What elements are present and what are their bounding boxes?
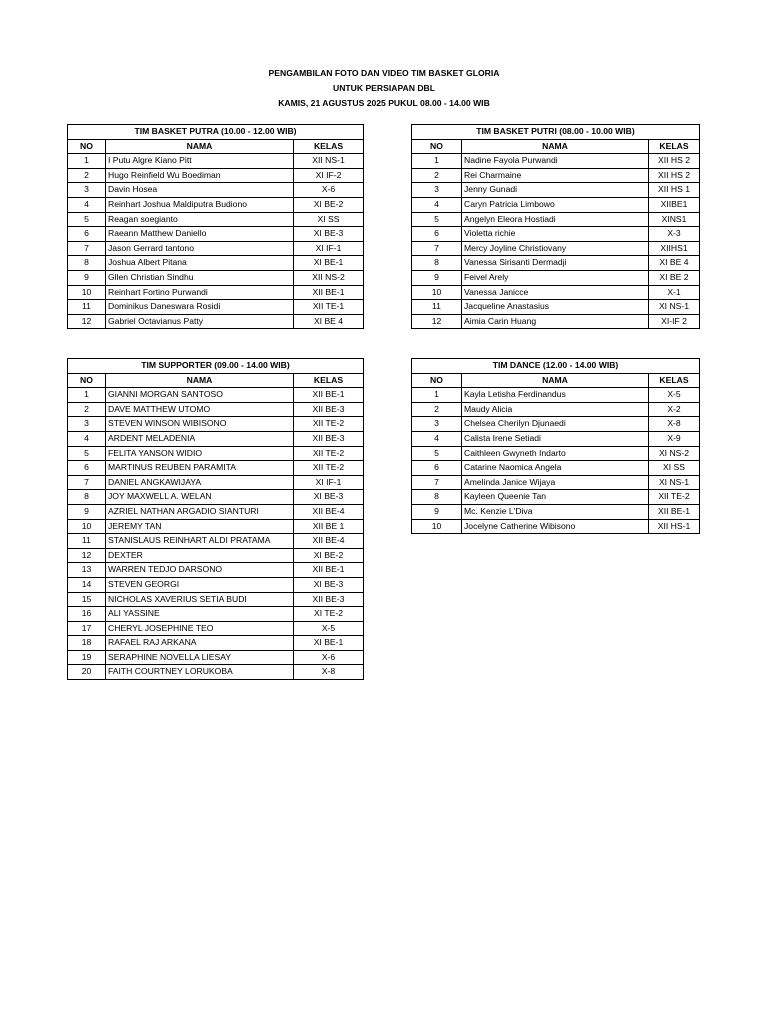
- cell-nama: I Putu Algre Kiano Pitt: [106, 154, 294, 169]
- cell-no: 1: [68, 154, 106, 169]
- table-row: [68, 314, 364, 329]
- cell-no: 11: [68, 534, 106, 549]
- cell-nama: Amelinda Janice Wijaya: [462, 475, 649, 490]
- cell-no: 1: [412, 388, 462, 403]
- table-row: [412, 227, 700, 242]
- table-row: [68, 388, 364, 403]
- cell-no: 10: [412, 519, 462, 534]
- cell-no: 6: [68, 227, 106, 242]
- cell-kelas: XI BE-3: [294, 577, 364, 592]
- cell-no: 3: [412, 417, 462, 432]
- cell-nama: Mc. Kenzie L'Diva: [462, 504, 649, 519]
- cell-kelas: XII BE-3: [294, 431, 364, 446]
- table-row: [412, 504, 700, 519]
- cell-kelas: X-5: [649, 388, 700, 403]
- table-row: [68, 636, 364, 651]
- cell-no: 10: [412, 285, 462, 300]
- cell-nama: GIANNI MORGAN SANTOSO: [106, 388, 294, 403]
- cell-nama: Nadine Fayola Purwandi: [462, 154, 649, 169]
- cell-nama: Reinhart Fortino Purwandi: [106, 285, 294, 300]
- table-row: [68, 256, 364, 271]
- cell-nama: Raeann Matthew Daniello: [106, 227, 294, 242]
- cell-no: 7: [68, 475, 106, 490]
- cell-no: 10: [68, 519, 106, 534]
- cell-kelas: XII HS 2: [649, 154, 700, 169]
- cell-no: 7: [412, 241, 462, 256]
- cell-kelas: XIIBE1: [649, 197, 700, 212]
- table-row: [412, 256, 700, 271]
- cell-kelas: XII BE-3: [294, 592, 364, 607]
- cell-kelas: XII BE-1: [294, 388, 364, 403]
- column-header-nama: NAMA: [462, 373, 649, 388]
- cell-no: 4: [412, 431, 462, 446]
- cell-nama: AZRIEL NATHAN ARGADIO SIANTURI: [106, 504, 294, 519]
- cell-kelas: X-1: [649, 285, 700, 300]
- cell-no: 20: [68, 665, 106, 680]
- cell-no: 1: [68, 388, 106, 403]
- cell-nama: Kayla Letisha Ferdinandus: [462, 388, 649, 403]
- cell-no: 2: [68, 402, 106, 417]
- table-row: [412, 285, 700, 300]
- table-row: [68, 285, 364, 300]
- cell-no: 2: [412, 402, 462, 417]
- cell-kelas: X-5: [294, 621, 364, 636]
- cell-kelas: XII TE-2: [649, 490, 700, 505]
- cell-no: 9: [412, 504, 462, 519]
- cell-nama: STEVEN GEORGI: [106, 577, 294, 592]
- table-dance: [411, 358, 700, 534]
- cell-no: 8: [68, 256, 106, 271]
- cell-kelas: XI SS: [649, 461, 700, 476]
- cell-no: 2: [68, 168, 106, 183]
- cell-no: 9: [68, 504, 106, 519]
- cell-kelas: XII BE-1: [294, 563, 364, 578]
- cell-kelas: XII BE-4: [294, 504, 364, 519]
- cell-kelas: XI BE 4: [294, 314, 364, 329]
- cell-nama: FAITH COURTNEY LORUKOBA: [106, 665, 294, 680]
- cell-no: 8: [68, 490, 106, 505]
- cell-kelas: X-6: [294, 183, 364, 198]
- table-row: [412, 388, 700, 403]
- cell-no: 4: [412, 197, 462, 212]
- table-row: [68, 592, 364, 607]
- cell-no: 4: [68, 197, 106, 212]
- cell-kelas: XI BE-2: [294, 548, 364, 563]
- table-row: [68, 665, 364, 680]
- table-title: TIM BASKET PUTRA (10.00 - 12.00 WIB): [68, 125, 364, 140]
- cell-no: 10: [68, 285, 106, 300]
- table-row: [68, 490, 364, 505]
- heading-line-3: KAMIS, 21 AGUSTUS 2025 PUKUL 08.00 - 14.00 WIB: [278, 98, 490, 108]
- table-supporter: [67, 358, 364, 680]
- cell-nama: Jocelyne Catherine Wibisono: [462, 519, 649, 534]
- table-row: [68, 650, 364, 665]
- column-header-kelas: KELAS: [294, 139, 364, 154]
- cell-nama: CHERYL JOSEPHINE TEO: [106, 621, 294, 636]
- cell-no: 12: [68, 548, 106, 563]
- cell-kelas: X-3: [649, 227, 700, 242]
- cell-no: 9: [412, 270, 462, 285]
- table-row: [412, 402, 700, 417]
- cell-kelas: XI-IF 2: [649, 314, 700, 329]
- table-row: [412, 197, 700, 212]
- cell-kelas: XII TE-2: [294, 461, 364, 476]
- table-row: [68, 504, 364, 519]
- table-row: [68, 519, 364, 534]
- cell-no: 4: [68, 431, 106, 446]
- cell-nama: Vanessa Sirisanti Dermadji: [462, 256, 649, 271]
- table-row: [412, 154, 700, 169]
- cell-no: 11: [68, 300, 106, 315]
- cell-nama: Caryn Patricia Limbowo: [462, 197, 649, 212]
- cell-kelas: XI TE-2: [294, 607, 364, 622]
- table-row: [412, 461, 700, 476]
- cell-kelas: X-8: [649, 417, 700, 432]
- cell-kelas: XI BE-3: [294, 227, 364, 242]
- table-row: [412, 241, 700, 256]
- cell-no: 1: [412, 154, 462, 169]
- cell-kelas: XIIHS1: [649, 241, 700, 256]
- cell-kelas: XI BE-1: [294, 636, 364, 651]
- column-header-kelas: KELAS: [294, 373, 364, 388]
- cell-nama: JOY MAXWELL A. WELAN: [106, 490, 294, 505]
- cell-no: 3: [68, 417, 106, 432]
- cell-no: 12: [68, 314, 106, 329]
- column-header-nama: NAMA: [106, 139, 294, 154]
- table-row: [68, 461, 364, 476]
- cell-nama: Chelsea Cherilyn Djunaedi: [462, 417, 649, 432]
- cell-no: 16: [68, 607, 106, 622]
- cell-kelas: XII HS-1: [649, 519, 700, 534]
- table-basket-putra: [67, 124, 364, 329]
- cell-nama: Calista Irene Setiadi: [462, 431, 649, 446]
- cell-no: 14: [68, 577, 106, 592]
- cell-nama: Aimia Carin Huang: [462, 314, 649, 329]
- cell-no: 3: [412, 183, 462, 198]
- cell-nama: Rei Charmaine: [462, 168, 649, 183]
- cell-nama: Joshua Albert Pitana: [106, 256, 294, 271]
- cell-no: 6: [412, 461, 462, 476]
- cell-nama: Jason Gerrard tantono: [106, 241, 294, 256]
- table-row: [68, 621, 364, 636]
- cell-kelas: XII BE 1: [294, 519, 364, 534]
- cell-no: 7: [412, 475, 462, 490]
- cell-no: 19: [68, 650, 106, 665]
- cell-no: 3: [68, 183, 106, 198]
- cell-kelas: XI BE 4: [649, 256, 700, 271]
- cell-kelas: XII TE-1: [294, 300, 364, 315]
- cell-kelas: XI SS: [294, 212, 364, 227]
- cell-nama: FELITA YANSON WIDIO: [106, 446, 294, 461]
- table-row: [68, 402, 364, 417]
- table-row: [68, 475, 364, 490]
- cell-kelas: XII BE-1: [649, 504, 700, 519]
- cell-nama: RAFAEL RAJ ARKANA: [106, 636, 294, 651]
- table-row: [412, 490, 700, 505]
- cell-no: 12: [412, 314, 462, 329]
- cell-nama: Davin Hosea: [106, 183, 294, 198]
- table-row: [68, 227, 364, 242]
- table-row: [412, 431, 700, 446]
- cell-no: 18: [68, 636, 106, 651]
- column-header-kelas: KELAS: [649, 373, 700, 388]
- table-row: [68, 241, 364, 256]
- cell-nama: Kayleen Queenie Tan: [462, 490, 649, 505]
- table-row: [68, 431, 364, 446]
- cell-nama: ARDENT MELADENIA: [106, 431, 294, 446]
- cell-nama: WARREN TEDJO DARSONO: [106, 563, 294, 578]
- cell-nama: DANIEL ANGKAWIJAYA: [106, 475, 294, 490]
- column-header-no: NO: [68, 139, 106, 154]
- cell-no: 5: [412, 446, 462, 461]
- table-title: TIM DANCE (12.00 - 14.00 WIB): [412, 359, 700, 374]
- table-row: [412, 475, 700, 490]
- cell-no: 17: [68, 621, 106, 636]
- document-heading: [0, 66, 768, 111]
- cell-nama: Reagan soegianto: [106, 212, 294, 227]
- cell-kelas: XI BE-1: [294, 256, 364, 271]
- table-row: [68, 197, 364, 212]
- cell-nama: Reinhart Joshua Maldiputra Budiono: [106, 197, 294, 212]
- cell-kelas: X-2: [649, 402, 700, 417]
- cell-kelas: XI IF-1: [294, 475, 364, 490]
- heading-line-1: PENGAMBILAN FOTO DAN VIDEO TIM BASKET GLORIA: [268, 68, 500, 78]
- table-row: [68, 300, 364, 315]
- table-row: [412, 270, 700, 285]
- column-header-nama: NAMA: [462, 139, 649, 154]
- table-row: [412, 314, 700, 329]
- cell-nama: Dominikus Daneswara Rosidi: [106, 300, 294, 315]
- cell-no: 2: [412, 168, 462, 183]
- table-row: [412, 519, 700, 534]
- cell-no: 7: [68, 241, 106, 256]
- cell-no: 5: [68, 212, 106, 227]
- cell-no: 15: [68, 592, 106, 607]
- cell-kelas: XI NS-2: [649, 446, 700, 461]
- table-row: [412, 168, 700, 183]
- column-header-no: NO: [412, 139, 462, 154]
- table-row: [68, 183, 364, 198]
- cell-no: 9: [68, 270, 106, 285]
- cell-nama: JEREMY TAN: [106, 519, 294, 534]
- cell-nama: NICHOLAS XAVERIUS SETIA BUDI: [106, 592, 294, 607]
- table-row: [412, 212, 700, 227]
- cell-kelas: X-9: [649, 431, 700, 446]
- cell-no: 6: [68, 461, 106, 476]
- table-row: [68, 534, 364, 549]
- cell-nama: Angelyn Eleora Hostiadi: [462, 212, 649, 227]
- table-row: [68, 154, 364, 169]
- cell-kelas: XI NS-1: [649, 475, 700, 490]
- cell-kelas: XI BE-3: [294, 490, 364, 505]
- cell-nama: Vanessa Janicce: [462, 285, 649, 300]
- table-row: [68, 577, 364, 592]
- table-row: [68, 270, 364, 285]
- cell-no: 5: [412, 212, 462, 227]
- cell-no: 11: [412, 300, 462, 315]
- cell-nama: Catarine Naomica Angela: [462, 461, 649, 476]
- table-row: [68, 168, 364, 183]
- table-row: [412, 446, 700, 461]
- cell-kelas: X-6: [294, 650, 364, 665]
- heading-line-2: UNTUK PERSIAPAN DBL: [332, 83, 435, 93]
- cell-nama: STEVEN WINSON WIBISONO: [106, 417, 294, 432]
- cell-kelas: XII TE-2: [294, 446, 364, 461]
- cell-kelas: XII HS 1: [649, 183, 700, 198]
- cell-no: 8: [412, 256, 462, 271]
- cell-kelas: XINS1: [649, 212, 700, 227]
- cell-nama: Caithleen Gwyneth Indarto: [462, 446, 649, 461]
- cell-nama: Jenny Gunadi: [462, 183, 649, 198]
- column-header-no: NO: [68, 373, 106, 388]
- column-header-kelas: KELAS: [649, 139, 700, 154]
- cell-kelas: XII TE-2: [294, 417, 364, 432]
- cell-kelas: XI BE 2: [649, 270, 700, 285]
- table-row: [412, 183, 700, 198]
- table-row: [412, 417, 700, 432]
- cell-no: 5: [68, 446, 106, 461]
- column-header-no: NO: [412, 373, 462, 388]
- table-row: [412, 300, 700, 315]
- cell-nama: Hugo Reinfield Wu Boediman: [106, 168, 294, 183]
- cell-nama: Jacqueline Anastasius: [462, 300, 649, 315]
- cell-kelas: XI BE-2: [294, 197, 364, 212]
- cell-nama: Mercy Joyline Christiovany: [462, 241, 649, 256]
- cell-nama: SERAPHINE NOVELLA LIESAY: [106, 650, 294, 665]
- cell-kelas: XII BE-4: [294, 534, 364, 549]
- cell-kelas: XII BE-3: [294, 402, 364, 417]
- cell-nama: Gllen Christian Sindhu: [106, 270, 294, 285]
- cell-kelas: XI IF-2: [294, 168, 364, 183]
- cell-nama: MARTINUS REUBEN PARAMITA: [106, 461, 294, 476]
- cell-kelas: X-8: [294, 665, 364, 680]
- table-row: [68, 446, 364, 461]
- cell-kelas: XII NS-1: [294, 154, 364, 169]
- cell-nama: Maudy Alicia: [462, 402, 649, 417]
- table-title: TIM SUPPORTER (09.00 - 14.00 WIB): [68, 359, 364, 374]
- cell-no: 8: [412, 490, 462, 505]
- cell-nama: Violetta richie: [462, 227, 649, 242]
- cell-kelas: XII NS-2: [294, 270, 364, 285]
- cell-kelas: XI NS-1: [649, 300, 700, 315]
- cell-kelas: XII BE-1: [294, 285, 364, 300]
- cell-no: 6: [412, 227, 462, 242]
- table-basket-putri: [411, 124, 700, 329]
- cell-no: 13: [68, 563, 106, 578]
- table-title: TIM BASKET PUTRI (08.00 - 10.00 WIB): [412, 125, 700, 140]
- cell-kelas: XI IF-1: [294, 241, 364, 256]
- table-row: [68, 548, 364, 563]
- table-row: [68, 417, 364, 432]
- cell-nama: Feivel Arely: [462, 270, 649, 285]
- table-row: [68, 563, 364, 578]
- cell-nama: Gabriel Octavianus Patty: [106, 314, 294, 329]
- cell-nama: STANISLAUS REINHART ALDI PRATAMA: [106, 534, 294, 549]
- column-header-nama: NAMA: [106, 373, 294, 388]
- cell-nama: DEXTER: [106, 548, 294, 563]
- cell-nama: DAVE MATTHEW UTOMO: [106, 402, 294, 417]
- cell-kelas: XII HS 2: [649, 168, 700, 183]
- table-row: [68, 607, 364, 622]
- cell-nama: ALI YASSINE: [106, 607, 294, 622]
- table-row: [68, 212, 364, 227]
